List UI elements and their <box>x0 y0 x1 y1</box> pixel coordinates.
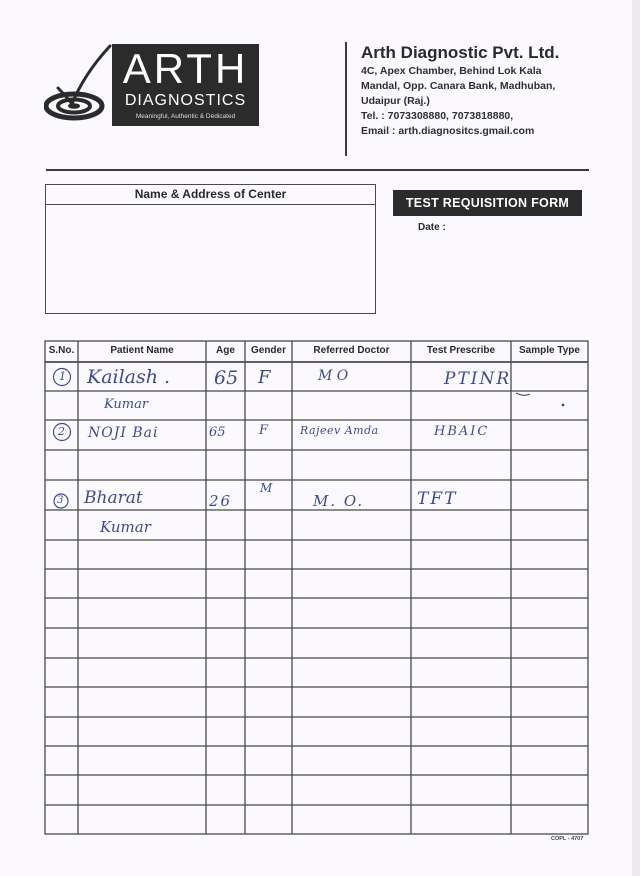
handwritten-age: 65 <box>209 425 226 440</box>
handwritten-referred-doctor: M. O. <box>313 492 365 510</box>
header-test-prescribe: Test Prescribe <box>426 345 496 356</box>
handwritten-patient-name-line2: Kumar <box>100 518 151 536</box>
handwritten-patient-name-line2: Kumar <box>104 397 149 412</box>
handwritten-test: HBAIC <box>434 424 490 439</box>
handwritten-test: TFT <box>417 489 458 509</box>
handwritten-sno: 1 <box>59 370 66 383</box>
company-phone: Tel. : 7073308880, 7073818880, <box>361 110 514 122</box>
handwritten-gender: F <box>258 367 271 388</box>
handwritten-gender: F <box>259 423 269 438</box>
company-email: Email : arth.diagnositcs.gmail.com <box>361 125 535 137</box>
handwritten-patient-name: NOJI Bai <box>88 425 159 441</box>
handwritten-gender: M <box>260 481 273 495</box>
handwritten-age: 26 <box>209 492 233 510</box>
header-sample-type: Sample Type <box>519 345 580 356</box>
brand-tagline: Meaningful, Authentic & Dedicated <box>135 113 236 120</box>
handwritten-patient-name: Bharat <box>84 488 143 508</box>
handwritten-referred-doctor: M O <box>318 368 349 384</box>
center-box-title: Name & Address of Center <box>46 185 375 205</box>
handwritten-referred-doctor: Rajeev Amda <box>300 424 379 437</box>
form-code: COPL - 4707 <box>551 836 584 842</box>
header-patient-name: Patient Name <box>110 345 174 356</box>
handwritten-sno: 2 <box>58 425 65 438</box>
header-age: Age <box>216 345 235 356</box>
handwritten-sno: 3 <box>57 495 64 506</box>
handwritten-patient-name: Kailash . <box>87 366 171 388</box>
handwritten-age: 65 <box>214 367 239 389</box>
company-address-line: 4C, Apex Chamber, Behind Lok Kala <box>361 65 542 77</box>
company-name: Arth Diagnostic Pvt. Ltd. <box>361 43 560 62</box>
handwritten-test: PTINR <box>444 369 512 389</box>
header-gender: Gender <box>250 345 286 356</box>
date-label: Date : <box>418 222 446 233</box>
header-sno: S.No. <box>48 345 75 356</box>
form-title-banner: TEST REQUISITION FORM <box>393 190 582 216</box>
brand-subword: DIAGNOSTICS <box>124 92 247 109</box>
brand-wordmark: ARTH <box>122 45 249 92</box>
company-address-line: Mandal, Opp. Canara Bank, Madhuban, <box>361 80 556 92</box>
header-referred-doctor: Referred Doctor <box>313 345 390 356</box>
company-address-line: Udaipur (Raj.) <box>361 95 430 107</box>
